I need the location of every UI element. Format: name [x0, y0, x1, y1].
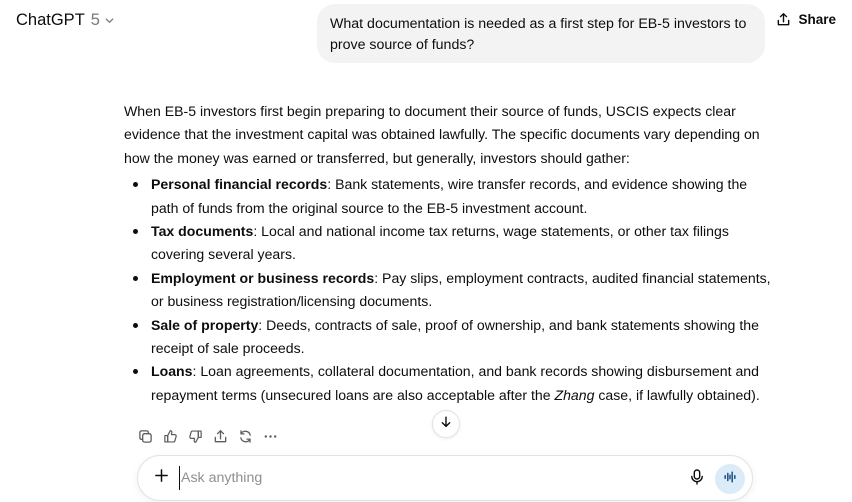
list-item-title: Tax documents	[151, 223, 254, 240]
share-response-button[interactable]	[211, 426, 229, 446]
prompt-input[interactable]	[179, 466, 661, 490]
plus-icon	[154, 468, 169, 488]
good-response-button[interactable]	[161, 426, 179, 446]
share-upload-icon	[776, 12, 791, 27]
regenerate-button[interactable]	[236, 426, 254, 446]
voice-waveform-icon	[723, 470, 737, 489]
scroll-to-bottom-button[interactable]	[432, 410, 460, 438]
model-name: ChatGPT	[16, 10, 85, 29]
thumbs-down-icon	[188, 429, 203, 444]
share-icon	[213, 429, 228, 444]
more-icon	[263, 429, 278, 444]
bad-response-button[interactable]	[186, 426, 204, 446]
user-message: What documentation is needed as a first step for EB-5 investors to prove source of funds?	[317, 4, 765, 63]
list-item	[124, 267, 772, 314]
list-item-title: Employment or business records	[151, 269, 375, 286]
list-item	[124, 360, 772, 407]
list-item-text-after: case, if lawfully obtained).	[594, 386, 760, 403]
case-name: Zhang	[554, 386, 595, 403]
list-item-title: Sale of property	[151, 316, 259, 333]
copy-icon	[138, 429, 153, 444]
list-item-title: Personal financial records	[151, 176, 328, 193]
microphone-icon	[690, 469, 704, 490]
model-switcher[interactable]	[16, 8, 115, 32]
add-attachment-button[interactable]	[152, 469, 170, 487]
copy-button[interactable]	[136, 426, 154, 446]
regenerate-icon	[238, 429, 253, 444]
list-item-text: : Deeds, contracts of sale, proof of ownership, and bank statements showing the receipt of sale proceeds.	[151, 316, 759, 357]
arrow-down-icon	[439, 415, 453, 434]
assistant-message	[124, 100, 772, 407]
model-version: 5	[90, 10, 100, 29]
list-item-text: : Pay slips, employment contracts, audited financial statements, or business registration/licensing documents.	[151, 269, 771, 310]
voice-mode-button[interactable]	[715, 464, 745, 494]
list-item-text: : Local and national income tax returns, wage statements, or other tax filings covering several years.	[151, 223, 729, 263]
response-actions	[136, 426, 279, 446]
list-item	[124, 173, 772, 220]
share-button[interactable]	[776, 8, 836, 30]
list-item-text: : Bank statements, wire transfer records, and evidence showing the path of funds from the original source to the EB-5 investment account.	[151, 176, 748, 216]
list-item	[124, 220, 772, 267]
dictate-button[interactable]	[688, 469, 706, 489]
response-intro: When EB-5 investors first begin preparing to document their source of funds, USCIS expects clear evidence that the investment capital was obtained lawfully. The specific documents vary depending on how the money was earned or transferred, but generally, investors should gather:	[124, 103, 760, 166]
list-item	[124, 314, 772, 361]
thumbs-up-icon	[163, 429, 178, 444]
share-label: Share	[798, 11, 836, 27]
chevron-down-icon	[104, 15, 115, 26]
response-list	[124, 173, 772, 407]
composer	[137, 455, 753, 501]
list-item-text: : Loan agreements, collateral documentation, and bank records showing disbursement and repayment terms (unsecured loans are also acceptable after the	[151, 363, 759, 403]
list-item-title: Loans	[151, 363, 193, 380]
more-options-button[interactable]	[261, 426, 279, 446]
